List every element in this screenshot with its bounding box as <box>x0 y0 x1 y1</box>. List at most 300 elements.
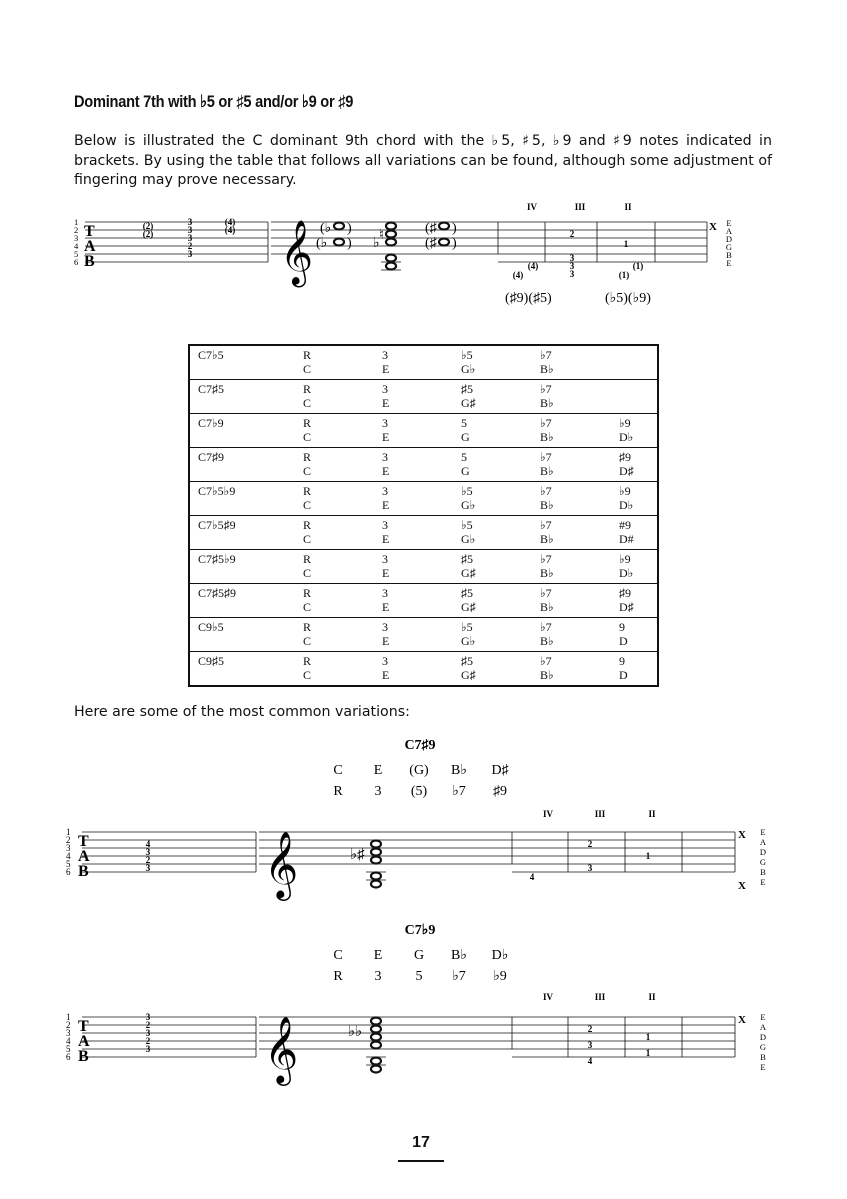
string-number: 5 <box>66 1044 71 1054</box>
table-row <box>189 652 658 687</box>
string-number: 5 <box>66 859 71 869</box>
interval: 9 <box>619 654 625 668</box>
tab-number: 2 <box>145 855 151 865</box>
chord-degree: ♭7 <box>452 969 466 984</box>
tab-letter-a: A <box>84 238 96 255</box>
interval: 3 <box>382 518 388 532</box>
table-cell <box>461 380 540 414</box>
string-name: E <box>760 877 766 887</box>
string-number: 3 <box>74 233 79 243</box>
interval: ♯5 <box>461 552 473 566</box>
interval: ♭5 <box>461 620 473 634</box>
table-cell <box>540 618 619 652</box>
chord-name-cell: C7♭5♭9 <box>189 482 303 516</box>
accidentals: ♭♭ <box>348 1024 363 1040</box>
table-cell <box>540 584 619 618</box>
chord-degree: ♭7 <box>452 784 466 799</box>
note: B♭ <box>540 566 554 580</box>
note: G♯ <box>461 566 476 580</box>
interval: R <box>303 382 312 396</box>
table-cell <box>303 345 382 380</box>
interval: 3 <box>382 348 388 362</box>
string-name: A <box>759 1022 767 1032</box>
svg-text:): ) <box>452 236 457 251</box>
tab-number: 3 <box>187 225 193 235</box>
tab-letter-t: T <box>78 833 89 850</box>
note: G♭ <box>461 532 476 546</box>
interval: R <box>303 620 312 634</box>
note: B♭ <box>540 532 554 546</box>
note: G <box>461 464 470 478</box>
note: C <box>303 498 312 512</box>
table-cell <box>382 550 461 584</box>
chord-degree: (5) <box>410 784 428 799</box>
table-cell <box>461 652 540 687</box>
interval: #9 <box>619 518 631 532</box>
string-name: G <box>725 242 733 252</box>
fret-label-ii: II <box>648 992 656 1002</box>
tab-number: (4) <box>224 217 236 227</box>
interval: 3 <box>382 654 388 668</box>
string-number: 2 <box>74 225 79 235</box>
note: C <box>303 668 312 682</box>
string-number: 5 <box>74 249 79 259</box>
table-row <box>189 516 658 550</box>
fret-note: (4) <box>527 261 539 271</box>
table-row <box>189 550 658 584</box>
interval: 9 <box>619 620 625 634</box>
svg-text:): ) <box>347 236 352 251</box>
chord-variation-table <box>188 344 659 687</box>
string-name: E <box>726 258 732 268</box>
note: B♭ <box>540 600 554 614</box>
note: D♭ <box>619 430 634 444</box>
diagram-c7-sharp9 <box>0 735 847 915</box>
string-name: G <box>759 1042 767 1052</box>
string-number: 6 <box>66 1052 71 1062</box>
interval: 5 <box>461 416 467 430</box>
fret-note: 2 <box>569 229 575 239</box>
fret-note: (4) <box>512 270 524 280</box>
interval: R <box>303 348 312 362</box>
table-cell <box>619 380 658 414</box>
note: D# <box>619 532 634 546</box>
tab-number: 3 <box>145 1044 151 1054</box>
table-cell <box>382 448 461 482</box>
chord-title: C7♭9 <box>404 923 436 938</box>
interval: ♭7 <box>540 518 552 532</box>
table-row <box>189 584 658 618</box>
chord-name-cell: C7♯9 <box>189 448 303 482</box>
interval: ♭5 <box>461 348 473 362</box>
fret-label-iii: III <box>594 992 606 1002</box>
interval: ♭7 <box>540 620 552 634</box>
note: B♭ <box>540 634 554 648</box>
fret-note: 4 <box>529 872 535 882</box>
table-cell <box>461 584 540 618</box>
chord-note: D♭ <box>491 948 509 963</box>
chord-name-cell: C7♯5 <box>189 380 303 414</box>
chord-name-cell: C9♭5 <box>189 618 303 652</box>
table-cell <box>461 414 540 448</box>
interval: 5 <box>461 450 467 464</box>
interval: R <box>303 654 312 668</box>
table-row <box>189 345 658 380</box>
interval: 3 <box>382 382 388 396</box>
table-row <box>189 448 658 482</box>
note: G <box>461 430 470 444</box>
string-name: D <box>759 1032 767 1042</box>
fret-label-iii: III <box>574 202 586 212</box>
table-cell <box>619 448 658 482</box>
table-cell <box>540 448 619 482</box>
table-cell <box>303 516 382 550</box>
string-name: B <box>760 1052 766 1062</box>
string-name: B <box>760 867 766 877</box>
table-cell <box>303 550 382 584</box>
table-cell <box>461 516 540 550</box>
tab-number: 3 <box>145 863 151 873</box>
table-cell <box>619 482 658 516</box>
chord-degree: 3 <box>374 969 382 984</box>
interval: R <box>303 484 312 498</box>
treble-clef-icon: 𝄞 <box>280 222 314 284</box>
chord-note: (G) <box>409 763 429 778</box>
note: E <box>382 362 390 376</box>
table-cell <box>303 652 382 687</box>
chord-note: B♭ <box>451 763 467 778</box>
interval: R <box>303 586 312 600</box>
note: G♭ <box>461 634 476 648</box>
fretboard <box>512 832 735 872</box>
interval: ♭7 <box>540 416 552 430</box>
table-cell <box>303 380 382 414</box>
string-name: E <box>760 1012 766 1022</box>
note: E <box>382 430 390 444</box>
table-cell <box>303 618 382 652</box>
chord-name-cell: C7♭5♯9 <box>189 516 303 550</box>
table-cell <box>382 516 461 550</box>
tab-number: 3 <box>187 217 193 227</box>
svg-text:): ) <box>347 221 352 236</box>
mute-mark: X <box>738 1014 746 1026</box>
table-cell <box>619 414 658 448</box>
chord-name-cell: C7♭9 <box>189 414 303 448</box>
interval: ♭9 <box>619 484 631 498</box>
note: E <box>382 498 390 512</box>
table-cell <box>540 516 619 550</box>
note: E <box>382 532 390 546</box>
page-number: 17 <box>412 1134 430 1151</box>
table-cell <box>619 550 658 584</box>
treble-clef-icon: 𝄞 <box>264 1017 299 1082</box>
fretboard <box>512 1017 735 1057</box>
tab-number: (2) <box>142 229 154 239</box>
string-number: 2 <box>66 1020 71 1030</box>
table-cell <box>619 652 658 687</box>
fret-note: 3 <box>569 261 575 271</box>
interval: R <box>303 450 312 464</box>
table-cell <box>303 584 382 618</box>
note: E <box>382 668 390 682</box>
chord-note: E <box>373 948 383 963</box>
table-row <box>189 414 658 448</box>
interval: ♯9 <box>619 450 631 464</box>
tab-number: 2 <box>145 1036 151 1046</box>
note: E <box>382 396 390 410</box>
chord-degree: R <box>333 784 343 799</box>
interval: R <box>303 552 312 566</box>
table-cell <box>382 584 461 618</box>
string-name: D <box>725 234 733 244</box>
interval: 3 <box>382 620 388 634</box>
svg-text:(♭: (♭ <box>316 236 328 251</box>
table-row <box>189 482 658 516</box>
diagram-c9-alterations <box>0 195 847 310</box>
chord-name-cell: C7♭5 <box>189 345 303 380</box>
table-cell <box>382 482 461 516</box>
chord-degree: ♯9 <box>493 784 507 799</box>
table-cell <box>461 482 540 516</box>
tab-staff <box>82 832 256 872</box>
string-number: 4 <box>74 241 79 251</box>
interval: R <box>303 416 312 430</box>
note: D♭ <box>619 498 634 512</box>
note: D <box>619 634 628 648</box>
table-cell <box>540 414 619 448</box>
table-cell <box>382 345 461 380</box>
note: C <box>303 464 312 478</box>
chord-note: E <box>373 763 383 778</box>
fret-note: (1) <box>632 261 644 271</box>
note: G♯ <box>461 668 476 682</box>
chord-notes <box>371 1018 381 1073</box>
string-name: E <box>760 827 766 837</box>
interval: ♭9 <box>619 416 631 430</box>
table-cell <box>461 448 540 482</box>
note: E <box>382 600 390 614</box>
note: C <box>303 600 312 614</box>
string-number: 3 <box>66 843 71 853</box>
fret-note: 1 <box>645 1048 651 1058</box>
fret-label-ii: II <box>648 809 656 819</box>
note: C <box>303 396 312 410</box>
tab-letter-b: B <box>78 1048 89 1065</box>
note: D♭ <box>619 566 634 580</box>
table-cell <box>382 618 461 652</box>
tab-number: 3 <box>187 233 193 243</box>
note: B♭ <box>540 430 554 444</box>
table-cell <box>303 448 382 482</box>
intro-paragraph: Below is illustrated the C dominant 9th chord with the ♭5, ♯5, ♭9 and ♯9 notes indicated in brackets. By using the table that follows all variations can be found, although some adjustment of fingering may prove necessary. <box>74 133 772 188</box>
note: B♭ <box>540 396 554 410</box>
note: C <box>303 566 312 580</box>
tab-letter-t: T <box>78 1018 89 1035</box>
fret-label-iii: III <box>594 809 606 819</box>
table-cell <box>303 482 382 516</box>
string-name: E <box>760 1062 766 1072</box>
chord-note: B♭ <box>451 948 467 963</box>
note: G♯ <box>461 396 476 410</box>
chord-title: C7♯9 <box>404 738 436 753</box>
tab-number: 3 <box>145 1012 151 1022</box>
string-number: 4 <box>66 1036 71 1046</box>
tab-letter-b: B <box>84 253 95 270</box>
note: C <box>303 362 312 376</box>
table-cell <box>540 345 619 380</box>
interval: ♭7 <box>540 484 552 498</box>
table-cell <box>540 380 619 414</box>
tab-letter-b: B <box>78 863 89 880</box>
fret-note: (1) <box>618 270 630 280</box>
string-name: A <box>759 837 767 847</box>
tab-staff <box>82 1017 256 1057</box>
string-name: E <box>726 218 732 228</box>
svg-text:(♭: (♭ <box>320 221 332 236</box>
page-heading: Dominant 7th with ♭5 or ♯5 and/or ♭9 or ♯9 <box>74 92 354 111</box>
chord-note: G <box>413 948 425 963</box>
tab-number: 3 <box>187 249 193 259</box>
string-number: 1 <box>66 827 71 837</box>
string-number: 4 <box>66 851 71 861</box>
tab-staff <box>85 222 268 262</box>
table-cell <box>540 550 619 584</box>
mute-mark: X <box>738 880 746 892</box>
caption-sharp9-sharp5: (♯9)(♯5) <box>505 291 552 306</box>
fret-note: 3 <box>587 863 593 873</box>
interval: ♭7 <box>540 654 552 668</box>
note: B♭ <box>540 498 554 512</box>
table-cell <box>619 618 658 652</box>
interval: ♭5 <box>461 518 473 532</box>
svg-text:♭: ♭ <box>373 236 380 251</box>
table-cell <box>461 550 540 584</box>
string-name: B <box>726 250 732 260</box>
string-name: G <box>759 857 767 867</box>
tab-number: 3 <box>145 847 151 857</box>
interval: 3 <box>382 416 388 430</box>
tab-letter-a: A <box>78 848 90 865</box>
table-cell <box>303 414 382 448</box>
interval: ♭7 <box>540 586 552 600</box>
string-number: 2 <box>66 835 71 845</box>
chord-degree: 3 <box>374 784 382 799</box>
interval: 3 <box>382 586 388 600</box>
interval: ♯9 <box>619 586 631 600</box>
mute-mark: X <box>738 829 746 841</box>
interval: ♭7 <box>540 552 552 566</box>
treble-clef-icon: 𝄞 <box>264 832 299 897</box>
interval: ♭5 <box>461 484 473 498</box>
fret-note: 2 <box>587 1024 593 1034</box>
interval: 3 <box>382 552 388 566</box>
interval: R <box>303 518 312 532</box>
tab-number: (2) <box>142 221 154 231</box>
table-cell <box>382 380 461 414</box>
accidentals: ♭♯ <box>350 847 365 863</box>
table-cell <box>540 652 619 687</box>
chord-note: C <box>333 763 343 778</box>
note: D <box>619 668 628 682</box>
caption-flat5-flat9: (♭5)(♭9) <box>605 291 651 306</box>
fret-label-iv: IV <box>542 992 554 1002</box>
note: D♯ <box>619 600 634 614</box>
interval: ♭7 <box>540 382 552 396</box>
fret-note: 2 <box>587 839 593 849</box>
fret-note: 3 <box>569 269 575 279</box>
fret-label-iv: IV <box>526 202 538 212</box>
string-number: 3 <box>66 1028 71 1038</box>
note: B♭ <box>540 464 554 478</box>
svg-text:(♯: (♯ <box>425 236 437 251</box>
fretboard <box>498 222 707 262</box>
note: G♯ <box>461 600 476 614</box>
tab-letter-t: T <box>84 223 95 240</box>
string-name: D <box>759 847 767 857</box>
chord-name-cell: C7♯5♯9 <box>189 584 303 618</box>
interval: ♭7 <box>540 450 552 464</box>
fret-label-ii: II <box>624 202 632 212</box>
note: C <box>303 532 312 546</box>
note: C <box>303 634 312 648</box>
note: C <box>303 430 312 444</box>
tab-number: 3 <box>145 1028 151 1038</box>
table-cell <box>382 414 461 448</box>
diagram-c7-flat9 <box>0 920 847 1100</box>
interval: 3 <box>382 450 388 464</box>
note: G♭ <box>461 498 476 512</box>
tab-number: 2 <box>145 1020 151 1030</box>
string-number: 6 <box>74 257 79 267</box>
tab-number: 4 <box>145 839 151 849</box>
chord-degree: 5 <box>415 969 423 984</box>
fret-note: 4 <box>587 1056 593 1066</box>
table-cell <box>382 652 461 687</box>
tab-number: 2 <box>187 241 193 251</box>
svg-text:): ) <box>452 221 457 236</box>
note: E <box>382 566 390 580</box>
string-name: A <box>725 226 733 236</box>
table-cell <box>461 345 540 380</box>
interval: ♯5 <box>461 586 473 600</box>
table-cell <box>619 345 658 380</box>
variations-intro: Here are some of the most common variations: <box>74 704 410 720</box>
chord-degree: ♭9 <box>493 969 507 984</box>
fret-note: 3 <box>569 253 575 263</box>
string-number: 1 <box>66 1012 71 1022</box>
chord-name-cell: C9♯5 <box>189 652 303 687</box>
svg-text:♮: ♮ <box>379 228 385 243</box>
chord-degree: R <box>333 969 343 984</box>
string-number: 1 <box>74 217 79 227</box>
fret-note: 1 <box>645 1032 651 1042</box>
fret-note: 3 <box>587 1040 593 1050</box>
interval: ♯5 <box>461 654 473 668</box>
table-cell <box>461 618 540 652</box>
note: B♭ <box>540 362 554 376</box>
tab-number: (4) <box>224 225 236 235</box>
string-number: 6 <box>66 867 71 877</box>
interval: ♭7 <box>540 348 552 362</box>
interval: 3 <box>382 484 388 498</box>
note: E <box>382 464 390 478</box>
interval: ♭9 <box>619 552 631 566</box>
tab-letter-a: A <box>78 1033 90 1050</box>
fret-label-iv: IV <box>542 809 554 819</box>
table-cell <box>619 516 658 550</box>
page-number-underline <box>398 1160 444 1162</box>
chord-note: D♯ <box>491 763 509 778</box>
